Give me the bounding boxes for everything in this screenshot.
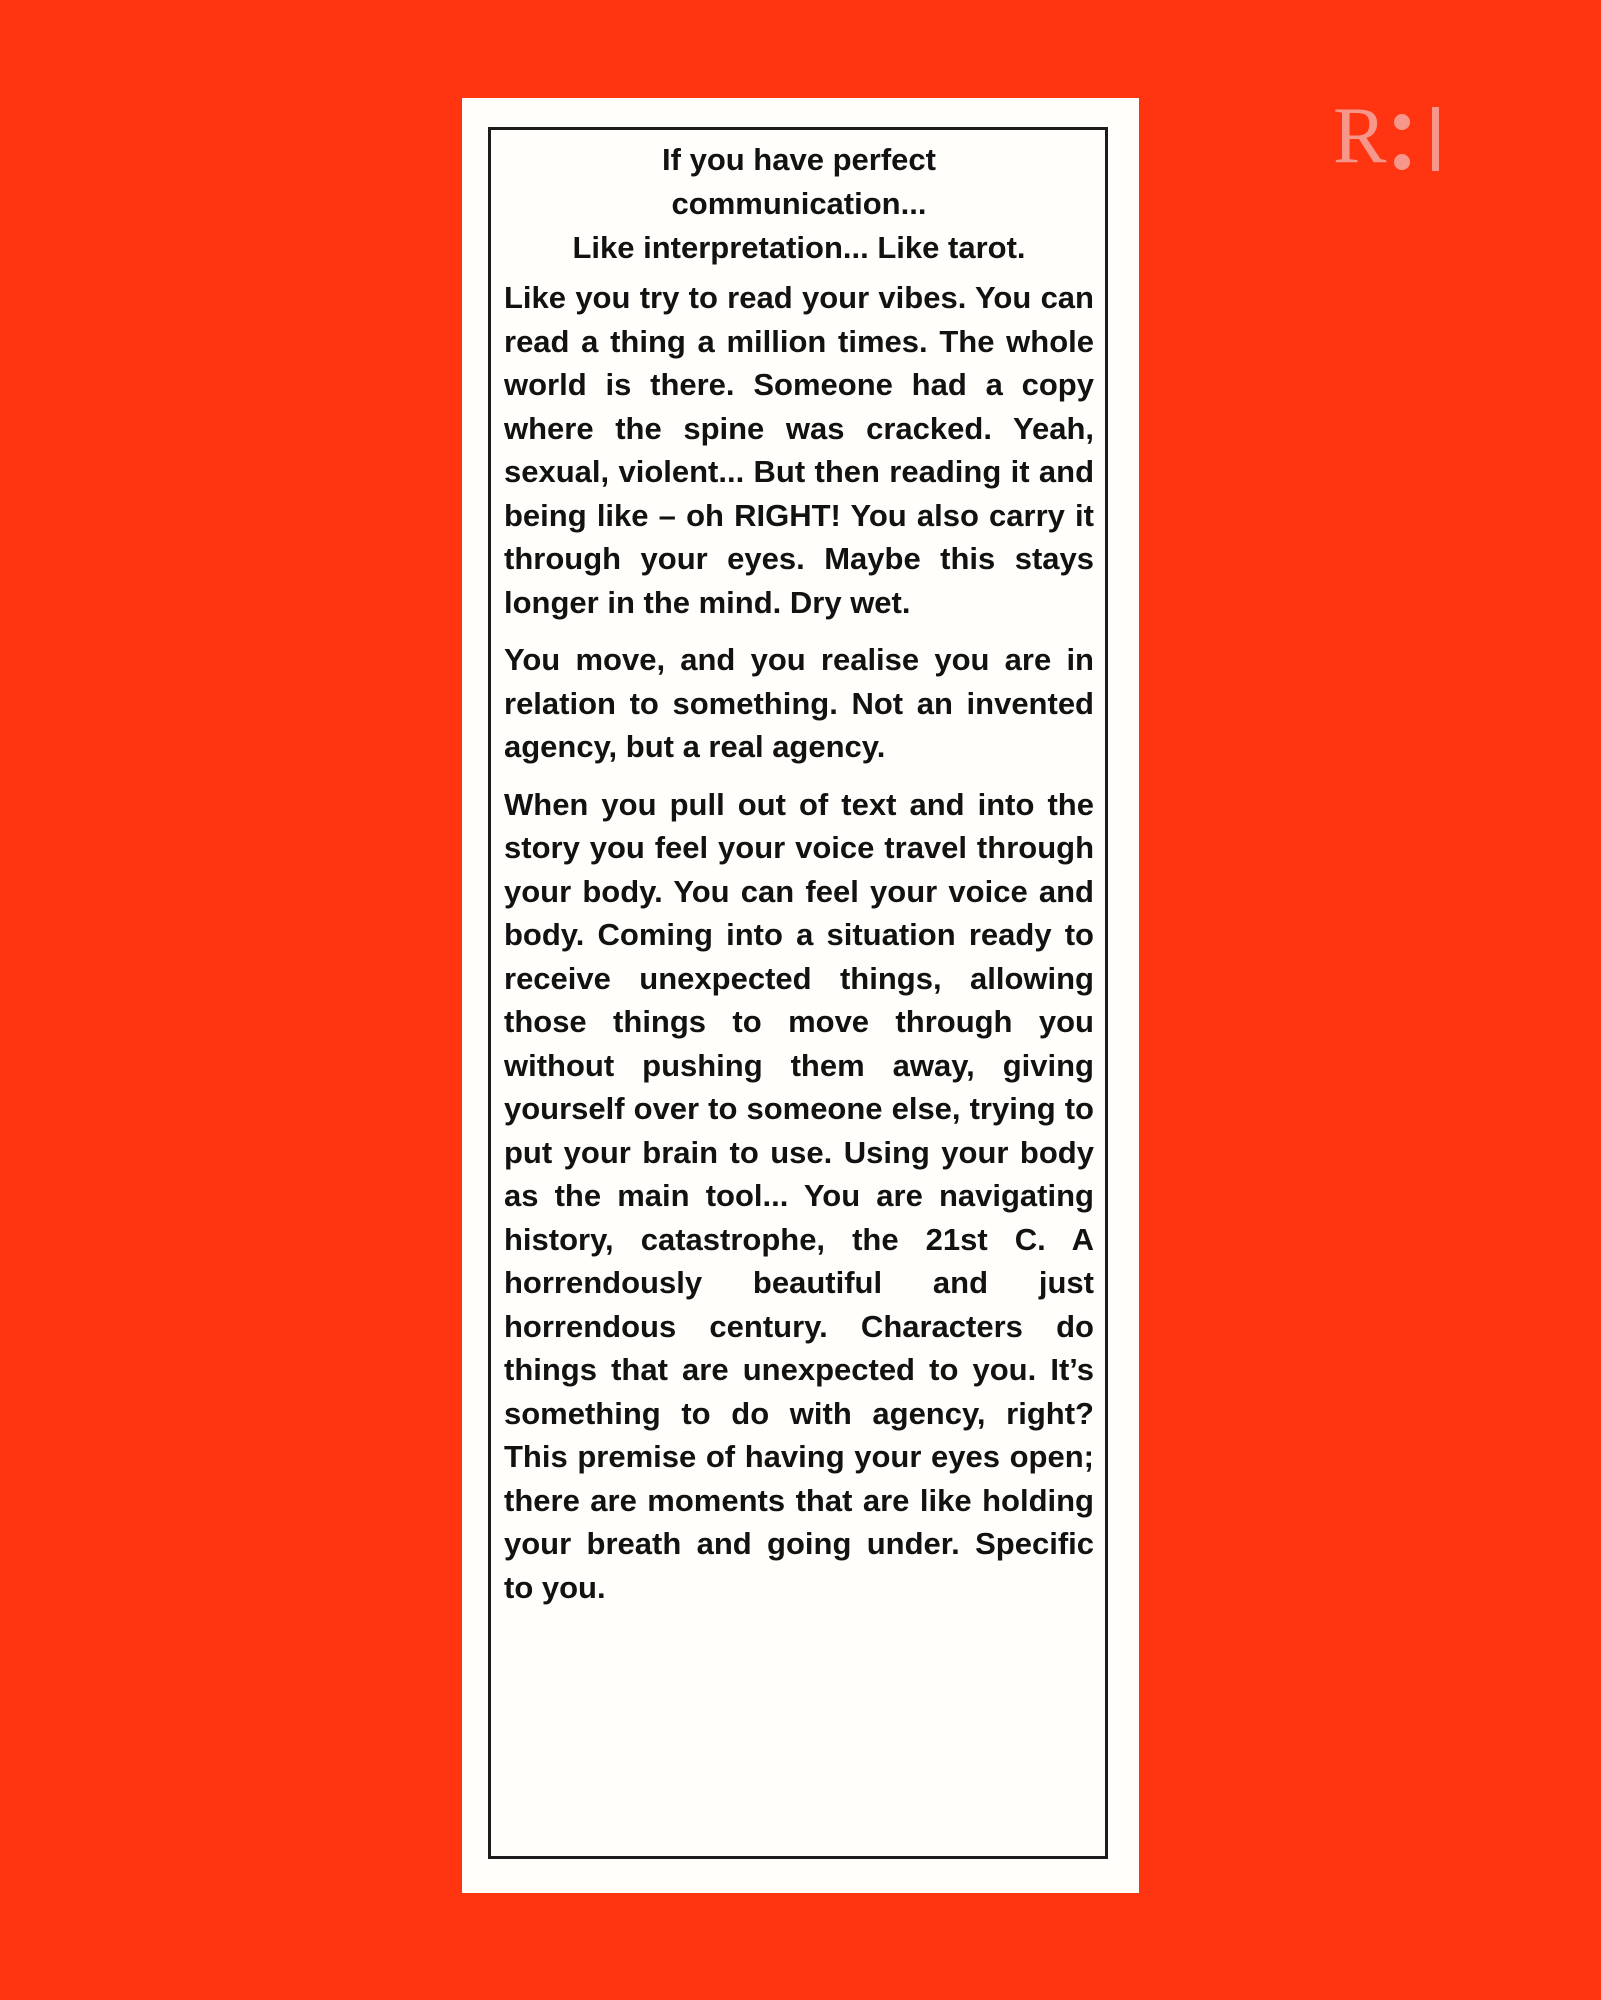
paragraph-2: You move, and you realise you are in relation to something. Not an invented agency, but a real agency. bbox=[504, 642, 1094, 764]
text-card bbox=[462, 98, 1139, 1893]
heading-line-1: If you have perfect bbox=[662, 142, 936, 177]
heading-line-2: communication... bbox=[671, 186, 927, 221]
logo-dot-bottom bbox=[1394, 154, 1410, 170]
text-frame bbox=[488, 127, 1108, 1859]
logo bbox=[1333, 92, 1439, 180]
logo-bar-icon bbox=[1432, 107, 1439, 171]
logo-dot-top bbox=[1394, 114, 1410, 130]
paragraph-3: When you pull out of text and into the story you feel your voice travel through your body. You can feel your voice and body. Coming into a situation ready to receive unexpected things, allowing those things to move through you without pushing them away, giving yourself over to someone else, trying to put your brain to use. Using your body as the main tool... You are navigating history, catastrophe, the 21st C. A horrendously beautiful and just horrendous century. Characters do things that are unexpected to you. It’s something to do with agency, right? This premise of having your eyes open; there are moments that are like holding your breath and going under. Specific to you. bbox=[504, 786, 1094, 1605]
heading bbox=[504, 138, 1094, 270]
logo-letter: R bbox=[1333, 92, 1387, 180]
heading-line-3: Like interpretation... Like tarot. bbox=[572, 230, 1026, 265]
paragraph-1: Like you try to read your vibes. You can read a thing a million times. The whole world is there. Someone had a copy where the spine was cracked. Yeah, sexual, violent... But then reading it and being like – oh RIGHT! You also carry it through your eyes. Maybe this stays longer in the mind. Dry wet. bbox=[504, 280, 1094, 620]
logo-colon-icon bbox=[1394, 114, 1410, 170]
